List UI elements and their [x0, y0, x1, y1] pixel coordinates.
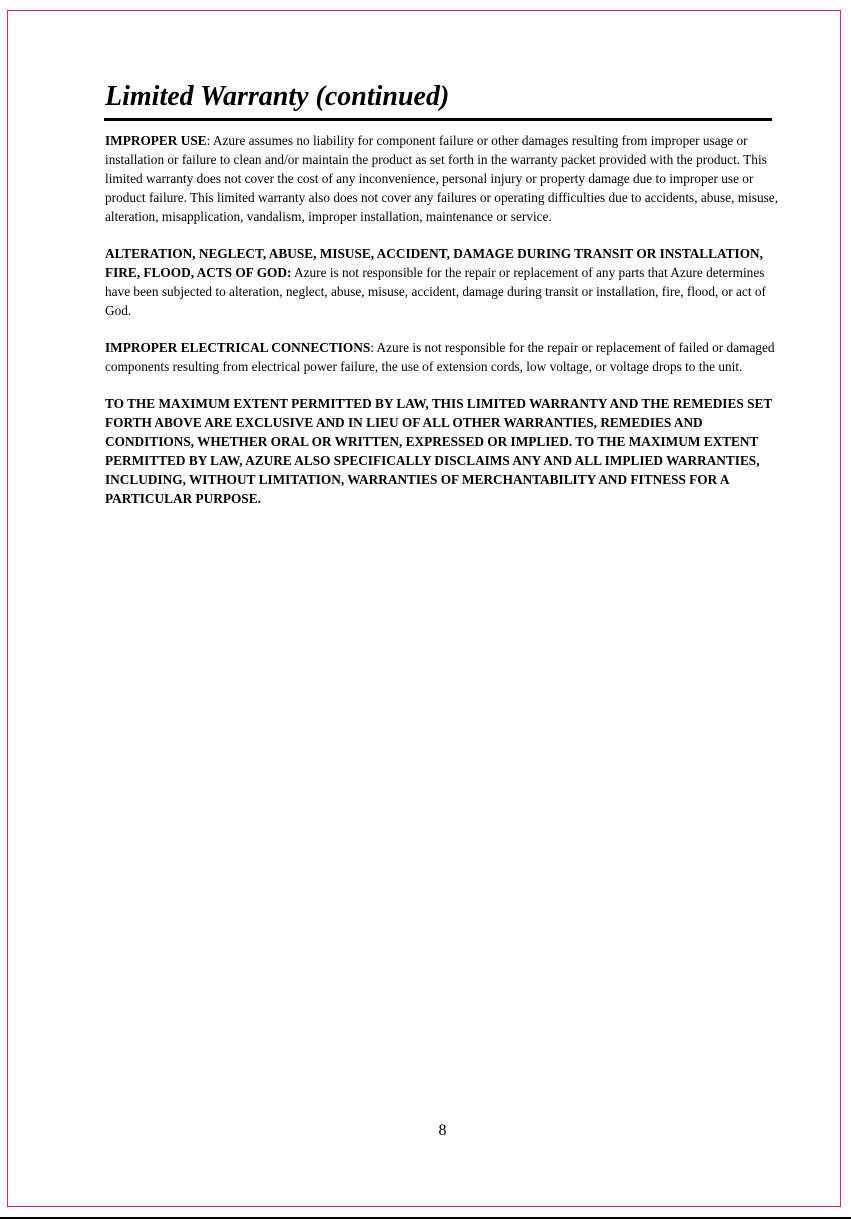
- section-heading: IMPROPER USE: [105, 133, 207, 148]
- page-title: Limited Warranty (continued): [105, 81, 450, 112]
- section-heading: IMPROPER ELECTRICAL CONNECTIONS: [105, 340, 371, 355]
- title-rule: [104, 118, 772, 121]
- section-body: Azure is not responsible for the repair or replacement of failed or damaged components resulting from electrical power failure, the use of extension cords, low voltage, or voltage drops to the unit.: [105, 340, 775, 374]
- section-improper-use: [105, 131, 785, 226]
- section-heading: ALTERATION, NEGLECT, ABUSE, MISUSE, ACCIDENT, DAMAGE DURING TRANSIT OR INSTALLATION, FIRE, FLOOD, ACTS OF GOD:: [105, 246, 763, 280]
- heading-separator: :: [206, 133, 213, 148]
- warranty-content: [105, 131, 785, 526]
- page-bottom-line: [0, 1217, 851, 1219]
- section-improper-electrical: [105, 338, 785, 376]
- section-body: Azure assumes no liability for component failure or other damages resulting from improper usage or installation or failure to clean and/or maintain the product as set forth in the warranty packet provided with the product. This limited warranty does not cover the cost of any inconvenience, personal injury or property damage due to improper use or product failure. This limited warranty also does not cover any failures or operating difficulties due to accidents, abuse, misuse, alteration, misapplication, vandalism, improper installation, maintenance or service.: [105, 133, 779, 224]
- heading-separator: :: [370, 340, 377, 355]
- page-number: 8: [438, 1122, 447, 1139]
- disclaimer-paragraph: TO THE MAXIMUM EXTENT PERMITTED BY LAW, THIS LIMITED WARRANTY AND THE REMEDIES SET FORTH ABOVE ARE EXCLUSIVE AND IN LIEU OF ALL OTHER WARRANTIES, REMEDIES AND CONDITIONS, WHETHER ORAL OR WRITTEN, EXPRESSED OR IMPLIED. TO THE MAXIMUM EXTENT PERMITTED BY LAW, AZURE ALSO SPECIFICALLY DISCLAIMS ANY AND ALL IMPLIED WARRANTIES, INCLUDING, WITHOUT LIMITATION, WARRANTIES OF MERCHANTABILITY AND FITNESS FOR A PARTICULAR PURPOSE.: [105, 396, 772, 506]
- section-body: Azure is not responsible for the repair or replacement of any parts that Azure determines have been subjected to alteration, neglect, abuse, misuse, accident, damage during transit or installation, fire, flood, or act of God.: [105, 265, 766, 318]
- section-alteration-neglect: [105, 244, 785, 320]
